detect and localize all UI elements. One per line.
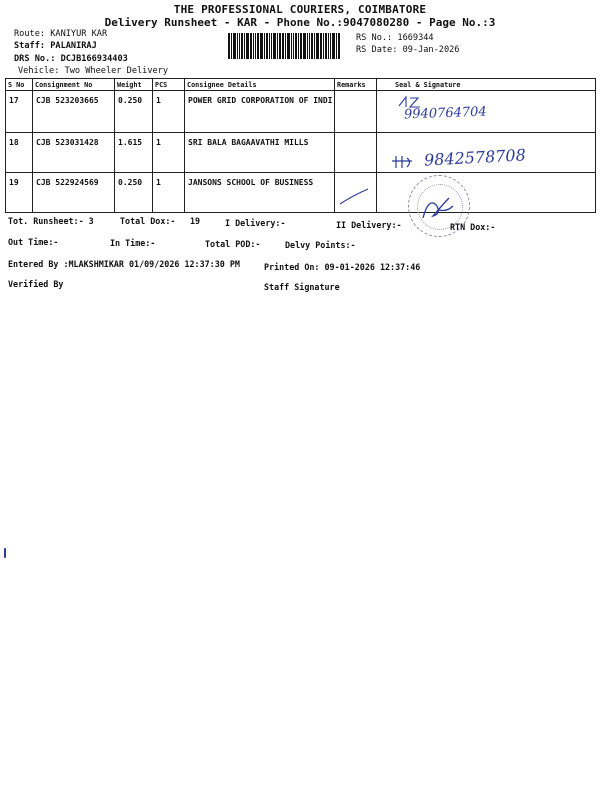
row-consignee: JANSONS SCHOOL OF BUSINESS	[185, 173, 335, 213]
barcode-bar	[316, 33, 319, 59]
barcode-bar	[260, 33, 263, 59]
barcode-bar	[295, 33, 297, 59]
rs-date: RS Date: 09-Jan-2026	[356, 45, 460, 55]
row-consignee: SRI BALA BAGAAVATHI MILLS	[185, 133, 335, 173]
barcode-bar	[287, 33, 290, 59]
row-remarks	[335, 91, 377, 133]
row-weight: 0.250	[115, 173, 153, 213]
handwritten-phone-1: 9940764704	[403, 104, 487, 123]
delvy-points: Delvy Points:-	[285, 240, 356, 250]
barcode-bar	[328, 33, 329, 59]
barcode-bar	[314, 33, 315, 59]
barcode-bar	[237, 33, 238, 59]
vehicle-label: Vehicle: Two Wheeler Delivery	[18, 66, 169, 76]
company-title: THE PROFESSIONAL COURIERS, COIMBATORE	[173, 3, 427, 16]
row-pcs: 1	[153, 91, 185, 133]
barcode-bar	[253, 33, 254, 59]
barcode-bar	[246, 33, 249, 59]
barcode-bar	[266, 33, 268, 59]
barcode-bar	[228, 33, 230, 59]
barcode-bar	[303, 33, 306, 59]
barcode-bar	[257, 33, 259, 59]
handwritten-phone-2: 9842578708	[423, 145, 527, 170]
barcode-bar	[244, 33, 245, 59]
total-pod: Total POD:-	[205, 239, 261, 249]
barcode-bar	[273, 33, 276, 59]
barcode-bar	[239, 33, 240, 59]
col-signature: Seal & Signature	[377, 79, 596, 91]
row-pcs: 1	[153, 173, 185, 213]
barcode-bar	[279, 33, 281, 59]
row-consignment: CJB 522924569	[33, 173, 115, 213]
runsheet-subtitle: Delivery Runsheet - KAR - Phone No.:9047080280 - Page No.:3	[104, 16, 496, 29]
entered-by: Entered By :MLAKSHMIKAR 01/09/2026 12:37:30 PM	[8, 259, 240, 269]
row-weight: 0.250	[115, 91, 153, 133]
drs-number: DRS No.: DCJB166934403	[14, 54, 128, 64]
barcode-bar	[293, 33, 294, 59]
barcode-bar	[323, 33, 324, 59]
ii-delivery: II Delivery:-	[336, 220, 402, 230]
total-dox-label: Total Dox:-	[120, 216, 176, 226]
col-pcs: PCS	[153, 79, 185, 91]
staff-signature: Staff Signature	[264, 282, 340, 292]
barcode-bar	[338, 33, 340, 59]
barcode-bar	[285, 33, 286, 59]
tot-runsheet: Tot. Runsheet:- 3	[8, 216, 94, 226]
barcode-bar	[255, 33, 256, 59]
barcode-bar	[309, 33, 310, 59]
barcode-bar	[233, 33, 236, 59]
barcode-bar	[271, 33, 272, 59]
table-row	[6, 173, 596, 213]
in-time: In Time:-	[110, 238, 156, 248]
row-consignment: CJB 523031428	[33, 133, 115, 173]
table-header-row	[6, 79, 596, 91]
signature-stroke	[338, 186, 372, 206]
row-sno: 18	[6, 133, 33, 173]
row-consignment: CJB 523203665	[33, 91, 115, 133]
barcode-bar	[264, 33, 265, 59]
col-consignment: Consignment No	[33, 79, 115, 91]
rs-number: RS No.: 1669344	[356, 33, 434, 43]
barcode-bar	[277, 33, 278, 59]
barcode	[228, 33, 352, 59]
table-row	[6, 91, 596, 133]
row-sno: 19	[6, 173, 33, 213]
signature-icon	[419, 192, 459, 224]
barcode-bar	[325, 33, 327, 59]
col-consignee: Consignee Details	[185, 79, 335, 91]
i-delivery: I Delivery:-	[225, 218, 286, 228]
barcode-bar	[250, 33, 252, 59]
barcode-bar	[330, 33, 331, 59]
row-pcs: 1	[153, 133, 185, 173]
barcode-bar	[298, 33, 299, 59]
row-remarks	[335, 133, 377, 173]
total-dox-value: 19	[190, 216, 201, 226]
barcode-bar	[282, 33, 284, 59]
col-sno: S No	[6, 79, 33, 91]
verified-by: Verified By	[8, 279, 64, 289]
barcode-bar	[336, 33, 337, 59]
route-label: Route: KANIYUR KAR	[14, 29, 108, 39]
barcode-bar	[231, 33, 232, 59]
barcode-bar	[269, 33, 270, 59]
row-weight: 1.615	[115, 133, 153, 173]
row-sno: 17	[6, 91, 33, 133]
col-remarks: Remarks	[335, 79, 377, 91]
barcode-bar	[291, 33, 292, 59]
margin-ink-mark	[4, 548, 6, 558]
col-weight: Weight	[115, 79, 153, 91]
staff-label: Staff: PALANIRAJ	[14, 41, 97, 51]
row-consignee: POWER GRID CORPORATION OF INDI	[185, 91, 335, 133]
printed-on: Printed On: 09-01-2026 12:37:46	[264, 262, 421, 272]
barcode-bar	[332, 33, 335, 59]
barcode-bar	[320, 33, 322, 59]
barcode-bar	[300, 33, 302, 59]
barcode-bar	[307, 33, 308, 59]
out-time: Out Time:-	[8, 237, 59, 247]
handwritten-scribble	[390, 153, 416, 171]
rtn-dox: RTN Dox:-	[450, 222, 496, 232]
barcode-bar	[241, 33, 243, 59]
barcode-bar	[311, 33, 313, 59]
